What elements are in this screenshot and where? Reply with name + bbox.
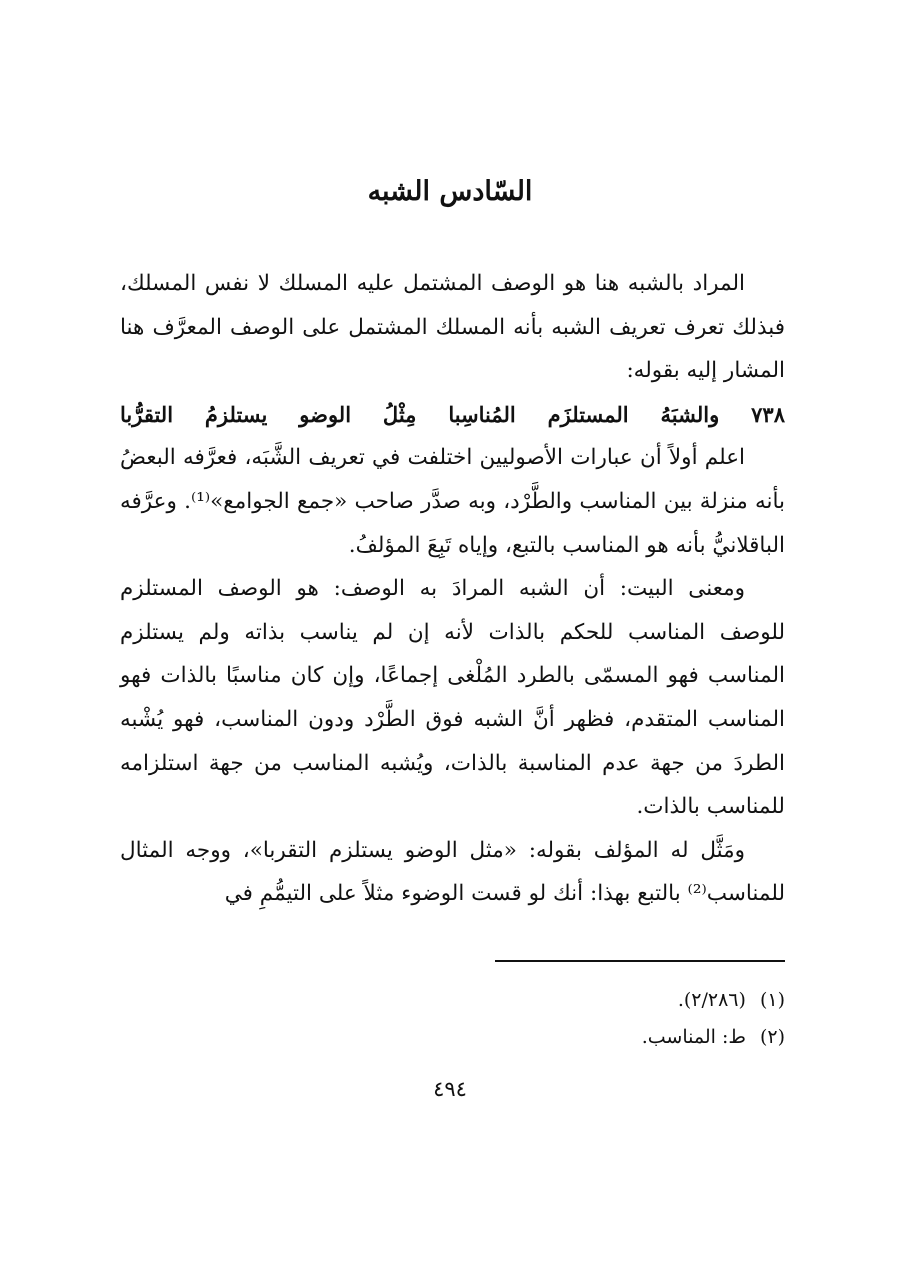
paragraph-verse-meaning: ومعنى البيت: أن الشبه المرادَ به الوصف: هو الوصف المستلزم للوصف المناسب للحكم بالذات لأنه إن لم يناسب بذاته ولم يستلزم المناسب فهو المسمّى بالطرد المُلْغى إجماعًا، وإن كان مناسبًا بالذات فهو المناسب المتقدم، فظهر أنَّ الشبه فوق الطَّرْد ودون المناسب، فهو يُشْبه الطردَ من جهة عدم المناسبة بالذات، ويُشبه المناسب من جهة استلزامه للمناسب بالذات.	[120, 576, 785, 820]
paragraph-definitions: اعلم أولاً أن عبارات الأصوليين اختلفت في تعريف الشَّبَه، فعرَّفه البعضُ بأنه منزلة بين المناسب والطَّرْد، وبه صدَّر صاحب «جمع الجوامع»⁽¹⁾. وعرَّفه الباقلانيُّ بأنه هو المناسب بالتبع، وإياه تَبِعَ المؤلفُ.	[120, 445, 785, 558]
footnotes	[120, 982, 785, 1056]
footnote-item	[120, 1019, 785, 1056]
verse-line: ٧٣٨ والشبَهُ المستلزَم المُناسِبا مِثْلُ الوضو يستلزمُ التقرُّبا	[120, 401, 785, 427]
paragraph-intro: المراد بالشبه هنا هو الوصف المشتمل عليه المسلك لا نفس المسلك، فبذلك تعرف تعريف الشبه بأنه المسلك المشتمل على الوصف المعرَّف هنا المشار إليه بقوله:	[120, 271, 785, 384]
page-number: ٤٩٤	[433, 1077, 467, 1101]
footnote-item	[120, 982, 785, 1019]
body-text	[120, 262, 785, 916]
footnote-text: ط: المناسب.	[641, 1026, 746, 1048]
paragraph-example: ومَثَّل له المؤلف بقوله: «مثل الوضو يستلزم التقربا»، ووجه المثال للمناسب⁽²⁾ بالتبع بهذا: أنك لو قست الوضوء مثلاً على التيمُّمِ في	[120, 837, 785, 907]
footnote-marker: (٢)	[759, 1026, 785, 1048]
footnote-divider	[495, 960, 785, 962]
footnote-marker: (١)	[759, 989, 785, 1011]
footnote-text: (٢/٢٨٦).	[677, 989, 746, 1011]
section-heading: السّادس الشبه	[367, 176, 533, 207]
